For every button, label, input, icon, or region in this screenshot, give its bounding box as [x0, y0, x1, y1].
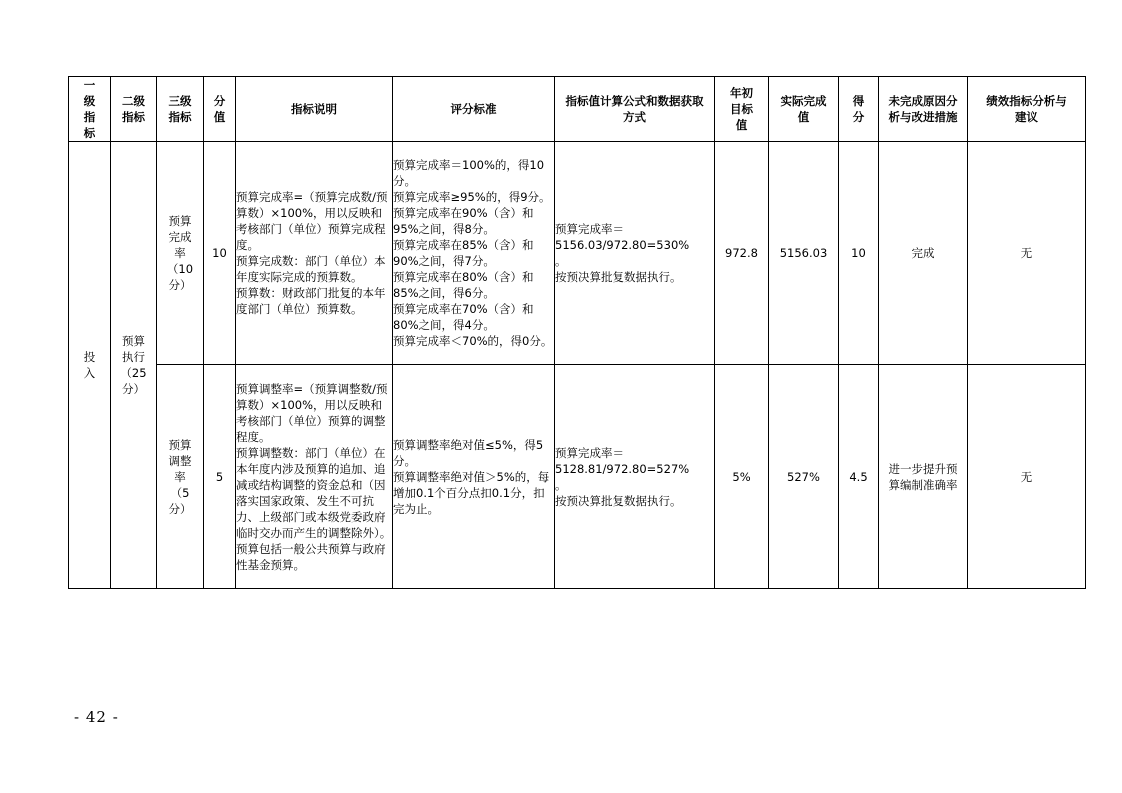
cell-formula: 预算完成率＝ 5156.03/972.80=530% 。 按预决算批复数据执行。: [555, 142, 715, 365]
table-header-row: [69, 77, 1086, 142]
performance-indicator-table: [68, 76, 1086, 589]
header-got-score: 得分: [839, 77, 879, 142]
table-row: [69, 142, 1086, 365]
cell-target: 5%: [715, 365, 769, 589]
table-row: [69, 365, 1086, 589]
cell-description: 预算完成率=（预算完成数/预算数）×100%，用以反映和考核部门（单位）预算完成程度。 预算完成数：部门（单位）本年度实际完成的预算数。 预算数：财政部门批复的本年度部门（单位）预算数。: [236, 142, 393, 365]
cell-level1: 投入: [69, 142, 111, 589]
cell-suggestion: 无: [968, 365, 1086, 589]
cell-criteria: 预算调整率绝对值≤5%，得5分。 预算调整率绝对值＞5%的，每增加0.1个百分点扣0.1分，扣完为止。: [393, 365, 555, 589]
cell-description: 预算调整率=（预算调整数/预算数）×100%，用以反映和考核部门（单位）预算的调整程度。 预算调整数：部门（单位）在本年度内涉及预算的追加、追减或结构调整的资金总和（因落实国家政策、发生不可抗力、上级部门或本级党委政府临时交办而产生的调整除外）。 预算包括一般公共预算与政府性基金预算。: [236, 365, 393, 589]
cell-criteria: 预算完成率＝100%的，得10分。 预算完成率≥95%的，得9分。 预算完成率在90%（含）和95%之间，得8分。 预算完成率在85%（含）和90%之间，得7分。 预算完成率在80%（含）和85%之间，得6分。 预算完成率在70%（含）和80%之间，得4分。 预算完成率＜70%的，得0分。: [393, 142, 555, 365]
cell-reason: 完成: [879, 142, 968, 365]
header-level2: 二级指标: [111, 77, 157, 142]
cell-got-score: 10: [839, 142, 879, 365]
header-level1: 一级指标: [69, 77, 111, 142]
cell-level3: 预算完成率（10分）: [157, 142, 204, 365]
cell-formula: 预算完成率＝ 5128.81/972.80=527% 。 按预决算批复数据执行。: [555, 365, 715, 589]
cell-level2: 预算执行（25分）: [111, 142, 157, 589]
cell-got-score: 4.5: [839, 365, 879, 589]
header-suggestion: 绩效指标分析与建议: [968, 77, 1086, 142]
cell-suggestion: 无: [968, 142, 1086, 365]
cell-actual: 527%: [769, 365, 839, 589]
cell-reason: 进一步提升预算编制准确率: [879, 365, 968, 589]
cell-score: 10: [204, 142, 236, 365]
cell-score: 5: [204, 365, 236, 589]
cell-level3: 预算调整率（5分）: [157, 365, 204, 589]
header-formula: 指标值计算公式和数据获取方式: [555, 77, 715, 142]
header-description: 指标说明: [236, 77, 393, 142]
header-criteria: 评分标准: [393, 77, 555, 142]
header-level3: 三级指标: [157, 77, 204, 142]
header-target: 年初目标值: [715, 77, 769, 142]
cell-target: 972.8: [715, 142, 769, 365]
header-reason: 未完成原因分析与改进措施: [879, 77, 968, 142]
cell-actual: 5156.03: [769, 142, 839, 365]
page-number: - 42 -: [74, 708, 119, 726]
header-actual: 实际完成值: [769, 77, 839, 142]
header-score: 分值: [204, 77, 236, 142]
